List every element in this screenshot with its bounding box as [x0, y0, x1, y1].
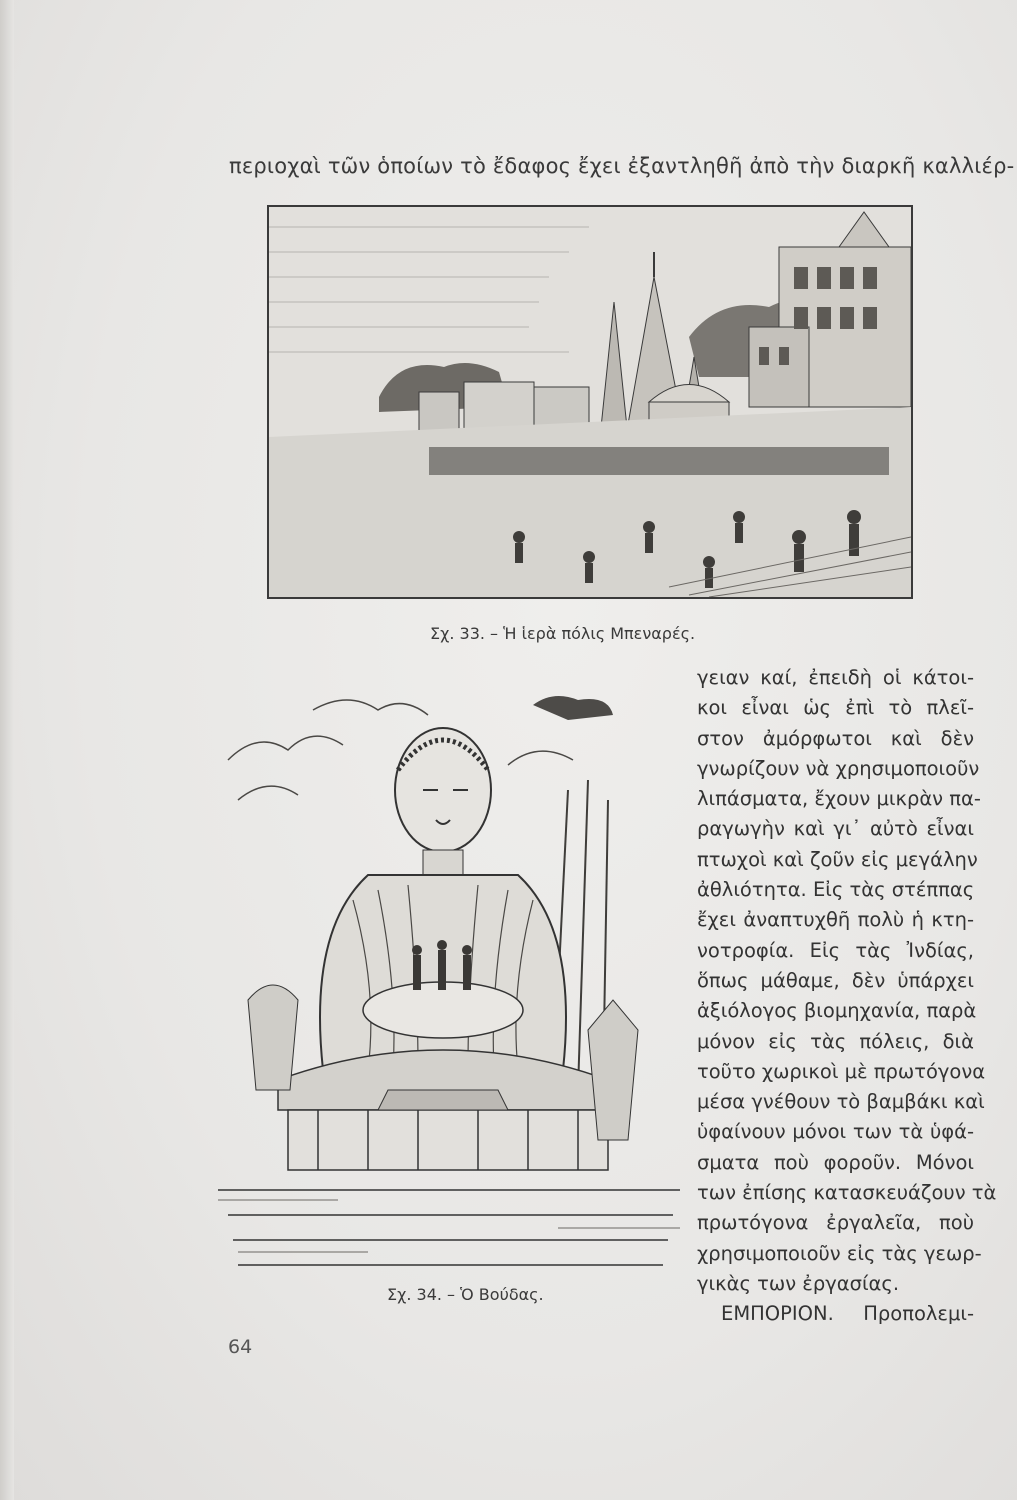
text-line: στον ἀμόρφωτοι καὶ δὲν — [697, 726, 974, 750]
figure-33-benares-illustration — [267, 205, 913, 599]
figure-34-buddha-illustration — [218, 670, 680, 1282]
text-line: κοι εἶναι ὡς ἐπὶ τὸ πλεῖ- — [697, 696, 974, 720]
text-line: γικὰς των ἐργασίας. — [697, 1271, 900, 1295]
text-line: των ἐπίσης κατασκευάζουν τὰ — [697, 1181, 997, 1205]
body-text-column — [697, 663, 997, 1330]
text-line: πρωτόγονα ἐργαλεῖα, ποὺ — [697, 1211, 974, 1235]
text-line: ἀξιόλογος βιομηχανία, παρὰ — [697, 999, 977, 1023]
figure-34-caption: Σχ. 34. – Ὁ Βούδας. — [387, 1285, 544, 1304]
text-line: νοτροφία. Εἰς τὰς Ἰνδίας, — [697, 938, 974, 962]
text-line: χρησιμοποιοῦν εἰς τὰς γεωρ- — [697, 1241, 982, 1265]
text-line: γειαν καί, ἐπειδὴ οἱ κάτοι- — [697, 666, 974, 689]
page-number: 64 — [228, 1336, 253, 1358]
text-line: πτωχοὶ καὶ ζοῦν εἰς μεγάλην — [697, 847, 978, 871]
text-line: λιπάσματα, ἔχουν μικρὰν πα- — [697, 787, 981, 811]
text-line: μόνον εἰς τὰς πόλεις, διὰ — [697, 1029, 974, 1053]
benares-drawing — [269, 207, 911, 597]
section-heading-line: ΕΜΠΟΡΙΟΝ. Προπολεμι- — [721, 1302, 974, 1326]
figure-33-caption: Σχ. 33. – Ἡ ἱερὰ πόλις Μπεναρές. — [430, 624, 696, 643]
text-line: ἔχει ἀναπτυχθῆ πολὺ ἡ κτη- — [697, 908, 974, 932]
text-line: ὅπως μάθαμε, δὲν ὑπάρχει — [697, 968, 974, 992]
body-text-top-line: περιοχαὶ τῶν ὁποίων τὸ ἔδαφος ἔχει ἐξαντληθῆ ἀπὸ τὴν διαρκῆ καλλιέρ- — [229, 154, 1015, 178]
page-edge — [0, 0, 14, 1500]
buddha-drawing — [218, 670, 680, 1282]
text-line: μέσα γνέθουν τὸ βαμβάκι καὶ — [697, 1090, 985, 1114]
text-line: τοῦτο χωρικοὶ μὲ πρωτόγονα — [697, 1059, 986, 1083]
text-line: σματα ποὺ φοροῦν. Μόνοι — [697, 1150, 974, 1174]
text-line: ραγωγὴν καὶ γι᾽ αὐτὸ εἶναι — [697, 817, 974, 841]
text-line: γνωρίζουν νὰ χρησιμοποιοῦν — [697, 756, 980, 780]
text-line: ἀθλιότητα. Εἰς τὰς στέππας — [697, 878, 975, 902]
text-line: ὑφαίνουν μόνοι των τὰ ὑφά- — [697, 1120, 974, 1144]
